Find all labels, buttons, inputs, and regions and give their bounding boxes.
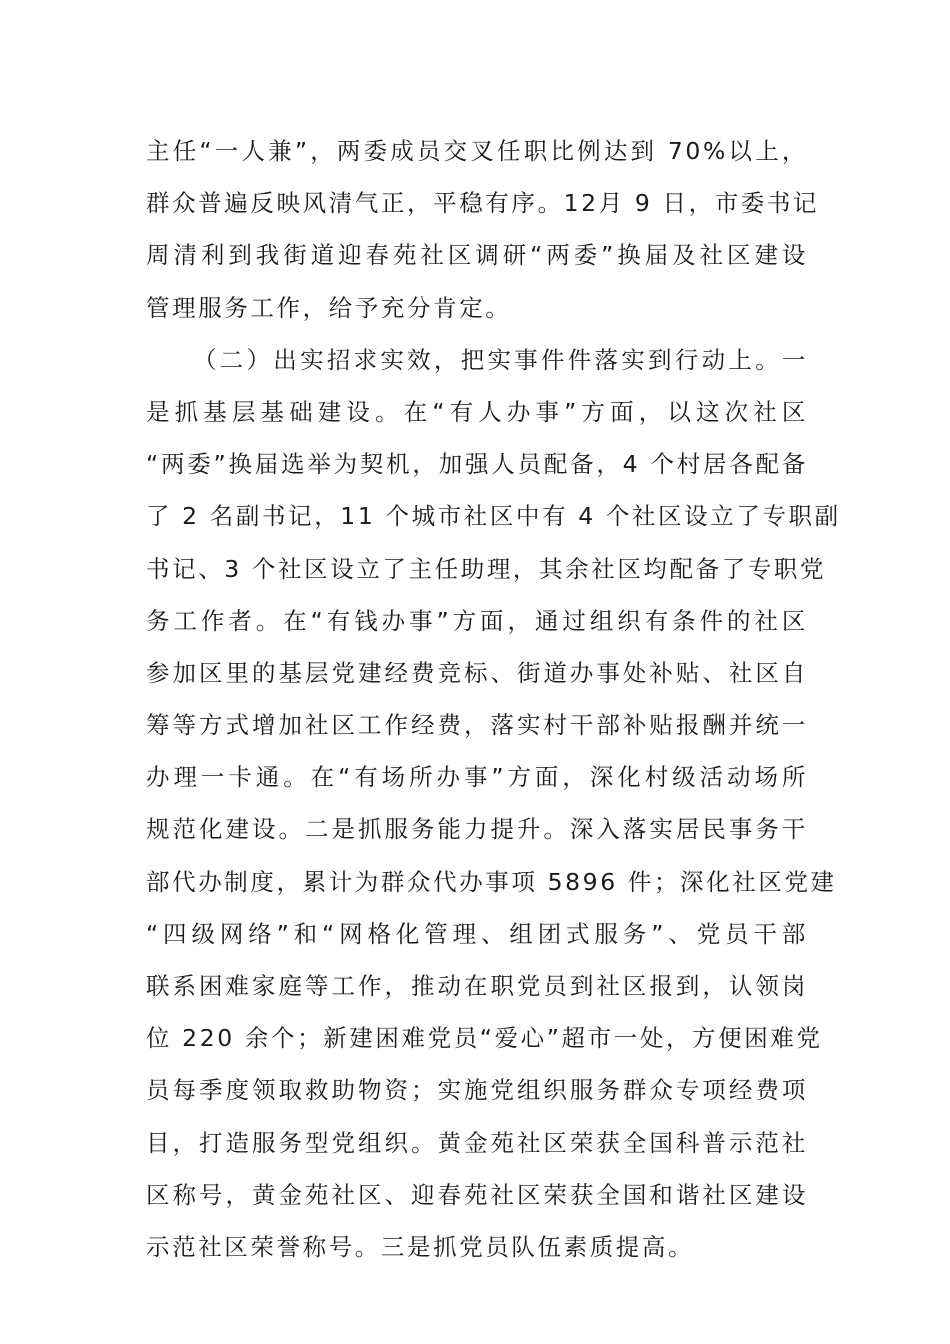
text-line: “两委”换届选举为契机，加强人员配备，4 个村居各配备 <box>146 450 808 479</box>
text-line: 员每季度领取救助物资；实施党组织服务群众专项经费项 <box>146 1076 808 1105</box>
body-text <box>146 125 841 1273</box>
text-line: 管理服务工作，给予充分肯定。 <box>146 293 512 322</box>
text-line: 筹等方式增加社区工作经费，落实村干部补贴报酬并统一 <box>146 711 808 740</box>
text-line: 群众普遍反映风清气正，平稳有序。12月 9 日，市委书记 <box>146 189 820 218</box>
text-line: 书记、3 个社区设立了主任助理，其余社区均配备了专职党 <box>146 554 827 583</box>
text-line: 规范化建设。二是抓服务能力提升。深入落实居民事务干 <box>146 815 808 844</box>
text-line: （二）出实招求实效，把实事件件落实到行动上。一 <box>193 345 808 374</box>
text-line: 部代办制度，累计为群众代办事项 5896 件；深化社区党建 <box>146 867 837 896</box>
text-line: 务工作者。在“有钱办事”方面，通过组织有条件的社区 <box>146 606 808 635</box>
text-line: 周清利到我街道迎春苑社区调研“两委”换届及社区建设 <box>146 241 808 270</box>
text-line: 目，打造服务型党组织。黄金苑社区荣获全国科普示范社 <box>146 1128 808 1157</box>
text-line: 联系困难家庭等工作，推动在职党员到社区报到，认领岗 <box>146 972 808 1000</box>
text-line: 区称号，黄金苑社区、迎春苑社区荣获全国和谐社区建设 <box>146 1180 808 1209</box>
text-line: 了 2 名副书记，11 个城市社区中有 4 个社区设立了专职副 <box>146 502 841 531</box>
text-line: 位 220 余个；新建困难党员“爱心”超市一处，方便困难党 <box>146 1024 823 1053</box>
text-line: 是抓基层基础建设。在“有人办事”方面，以这次社区 <box>146 397 808 426</box>
text-line: 主任“一人兼”，两委成员交叉任职比例达到 70%以上， <box>146 137 808 165</box>
text-line: 参加区里的基层党建经费竞标、街道办事处补贴、社区自 <box>146 658 808 687</box>
text-line: 办理一卡通。在“有场所办事”方面，深化村级活动场所 <box>146 763 808 792</box>
text-line: “四级网络”和“网格化管理、组团式服务”、党员干部 <box>146 919 808 948</box>
text-line: 示范社区荣誉称号。三是抓党员队伍素质提高。 <box>146 1232 695 1261</box>
